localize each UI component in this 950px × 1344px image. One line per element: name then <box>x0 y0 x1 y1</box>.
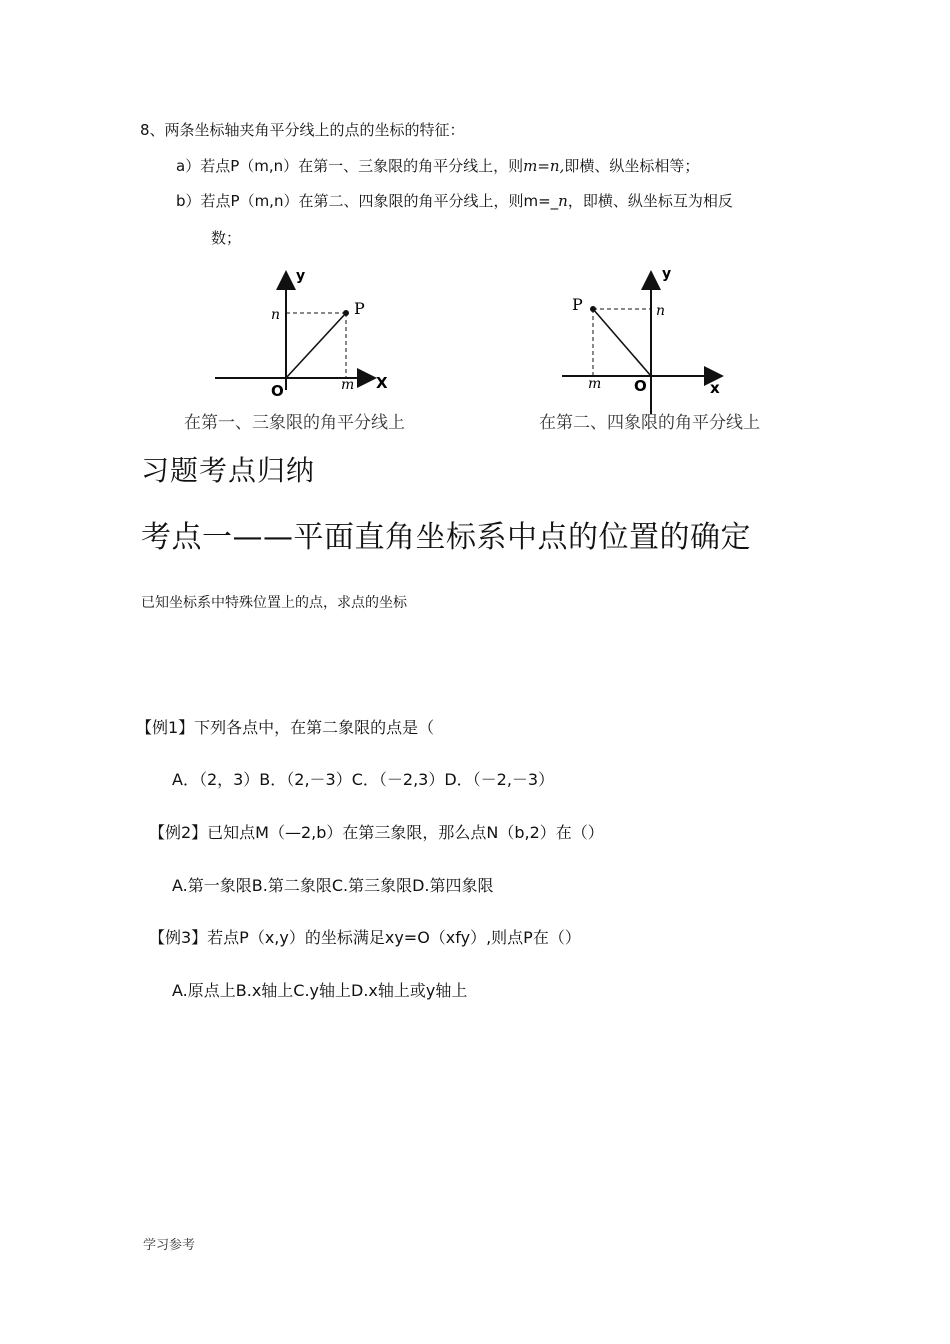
point-p-label: P <box>354 299 365 318</box>
point-p <box>343 310 349 316</box>
footer-text: 学习参考 <box>143 1238 196 1253</box>
point-p <box>590 306 596 312</box>
item-a-suffix: 即横、纵坐标相等； <box>564 157 700 175</box>
figure-left-caption: 在第一、三象限的角平分线上 <box>184 413 405 433</box>
x-axis-label: x <box>710 379 720 397</box>
item-a-formula: m=n, <box>523 157 565 175</box>
origin-label: O <box>634 377 647 395</box>
item-b-suffix: ，即横、纵坐标互为相反 <box>567 192 733 210</box>
example-1-question: 【例1】下列各点中，在第二象限的点是（ <box>136 718 435 737</box>
item-b <box>176 190 733 211</box>
example-3-options: A.原点上B.x轴上C.y轴上D.x轴上或y轴上 <box>172 981 468 1000</box>
y-axis-label: y <box>662 266 672 282</box>
item-b-prefix: b）若点P（m,n）在第二、四象限的角平分线上，则m=_ <box>176 192 559 210</box>
figure-right-caption: 在第二、四象限的角平分线上 <box>539 413 760 433</box>
heading-sub: 考点一——平面直角坐标系中点的位置的确定 <box>141 520 751 555</box>
intro-text: 已知坐标系中特殊位置上的点，求点的坐标 <box>141 595 407 611</box>
origin-label: O <box>271 382 284 400</box>
example-2-options: A.第一象限B.第二象限C.第三象限D.第四象限 <box>172 876 494 895</box>
item-b-continuation: 数； <box>211 229 242 247</box>
example-1-options: A．（2，3）B．（2,－3）C．（－2,3）D．（－2,－3） <box>172 770 555 789</box>
y-axis-label: y <box>296 268 306 284</box>
section-8-title: 8、两条坐标轴夹角平分线上的点的坐标的特征： <box>140 121 465 139</box>
bisector-line <box>593 309 651 376</box>
item-a-prefix: a）若点P（m,n）在第一、三象限的角平分线上，则 <box>176 157 524 175</box>
heading-main: 习题考点归纳 <box>141 454 316 487</box>
n-label: n <box>656 303 666 319</box>
x-axis-label: X <box>376 374 388 392</box>
example-2-question: 【例2】已知点M（—2,b）在第三象限，那么点N（b,2）在（） <box>149 823 604 842</box>
m-label: m <box>341 377 355 393</box>
m-label: m <box>588 376 602 392</box>
point-p-label: P <box>572 295 583 314</box>
example-3-question: 【例3】若点P（x,y）的坐标满足xy=O（xfy）,则点P在（） <box>149 928 581 947</box>
item-a <box>176 155 699 176</box>
bisector-line <box>286 313 346 378</box>
n-label: n <box>271 307 281 323</box>
item-b-formula: n <box>558 192 568 210</box>
